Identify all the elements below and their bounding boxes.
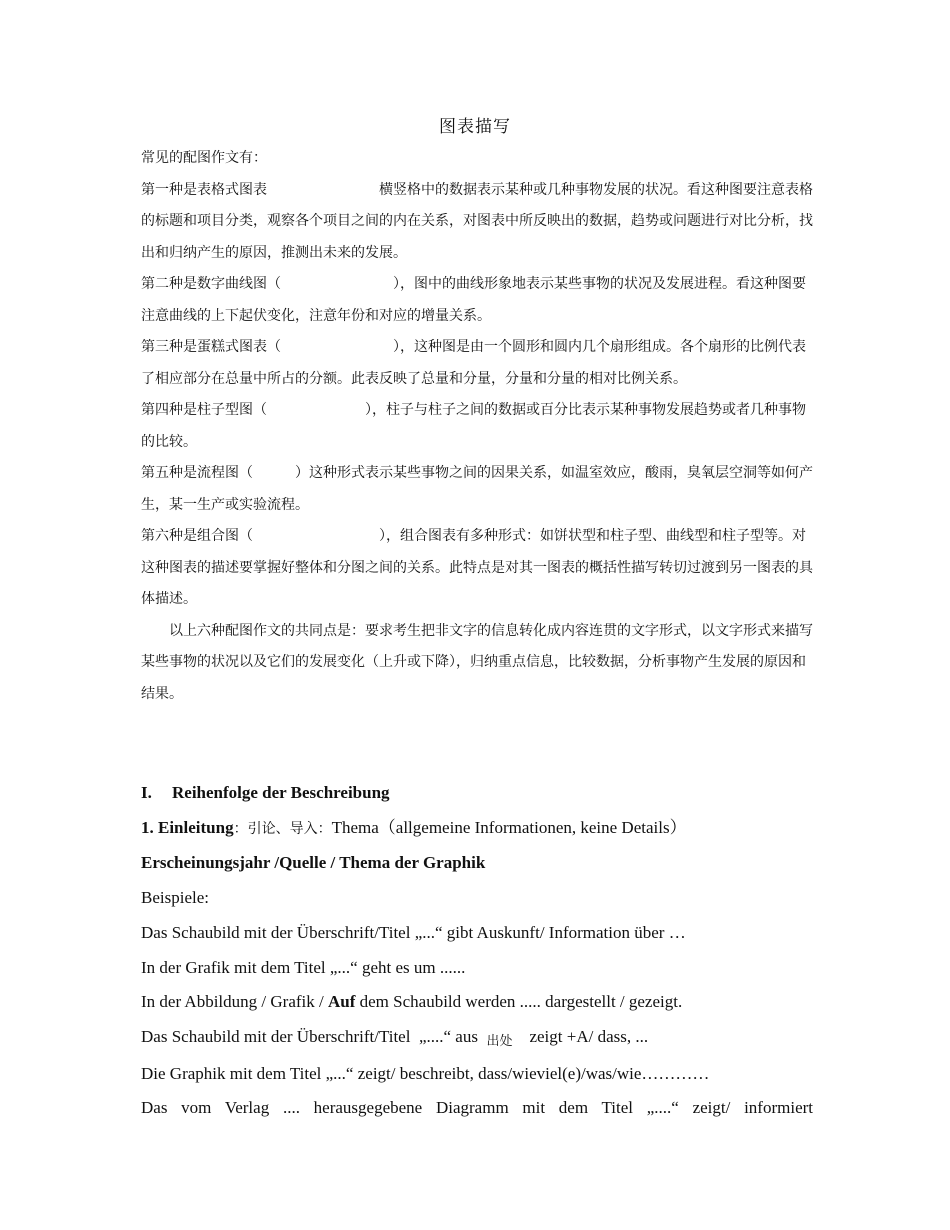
subsection-heading: 1. Einleitung [141, 817, 234, 837]
example-3-start: In der Abbildung / Grafik / [141, 992, 328, 1012]
type-6-label: 第六种是组合图（ [141, 528, 253, 544]
type-5-paragraph [141, 458, 813, 521]
example-line-5: Die Graphik mit dem Titel „...“ zeigt/ beschreibt, dass/wieviel(e)/was/wie………… [141, 1063, 710, 1083]
example-line-2: In der Grafik mit dem Titel „...“ geht es um ...... [141, 957, 466, 977]
type-3-paragraph [141, 332, 813, 395]
subsection-colon: ： [233, 820, 248, 837]
type-4-text: ），柱子与柱子之间的数据或百分比表示某种事物发展趋势或者几种事物的比较。 [141, 402, 806, 450]
type-4-paragraph [141, 395, 813, 458]
subsection-chinese: 引论、导入： [247, 820, 332, 837]
section-title: Reihenfolge der Beschreibung [172, 783, 390, 802]
type-1-label: 第一种是表格式图表 [141, 181, 267, 198]
type-6-paragraph [141, 521, 813, 616]
subsection-line [141, 811, 813, 847]
example-line-6: Das vom Verlag .... herausgegebene Diagramm mit dem Titel „....“ zeigt/ informiert [141, 1098, 813, 1118]
section-number: I. [141, 783, 152, 802]
type-6-text: ），组合图表有多种形式：如饼状型和柱子型、曲线型和柱子型等。对这种图表的描述要掌握好整体和分图之间的关系。此特点是对其一图表的概括性描写转切过渡到另一图表的具体描述。 [141, 528, 813, 607]
section-heading [141, 776, 813, 811]
subsection-topic: Thema（allgemeine Informationen, keine Details） [331, 817, 687, 837]
example-4-source-chinese: 出处 [486, 1033, 513, 1049]
type-3-text: ），这种图是由一个圆形和圆内几个扇形组成。各个扇形的比例代表了相应部分在总量中所占的分额。此表反映了总量和分量，分量和分量的相对比例关系。 [141, 339, 806, 387]
type-4-label: 第四种是柱子型图（ [141, 402, 267, 418]
type-2-text: ），图中的曲线形象地表示某些事物的状况及发展进程。看这种图要注意曲线的上下起伏变化，注意年份和对应的增量关系。 [141, 276, 806, 324]
type-5-label: 第五种是流程图（ [141, 465, 253, 481]
summary-paragraph: 以上六种配图作文的共同点是：要求考生把非文字的信息转化成内容连贯的文字形式，以文字形式来描写某些事物的状况以及它们的发展变化（上升或下降），归纳重点信息，比较数据，分析事物产生发展的原因和结果。 [141, 622, 813, 702]
example-4-start: Das Schaubild mit der Überschrift/Titel „....“ aus [141, 1026, 487, 1046]
type-1-paragraph [141, 175, 813, 270]
type-3-label: 第三种是蛋糕式图表（ [141, 339, 281, 355]
chinese-body [141, 143, 813, 710]
intro-line: 常见的配图作文有： [141, 150, 267, 166]
type-5-text: ）这种形式表示某些事物之间的因果关系，如温室效应，酸雨，臭氧层空洞等如何产生，某一生产或实验流程。 [141, 465, 813, 513]
source-line: Erscheinungsjahr /Quelle / Thema der Graphik [141, 853, 486, 873]
example-4-end: zeigt +A/ dass, ... [512, 1026, 649, 1046]
example-line-4 [141, 1020, 813, 1057]
type-2-label: 第二种是数字曲线图（ [141, 276, 281, 292]
example-3-end: dem Schaubild werden ..... dargestellt / gezeigt. [355, 992, 683, 1012]
examples-label: Beispiele: [141, 888, 209, 908]
type-2-paragraph [141, 269, 813, 332]
page-title: 图表描写 [439, 117, 511, 137]
example-line-1: Das Schaubild mit der Überschrift/Titel „...“ gibt Auskunft/ Information über … [141, 922, 686, 942]
type-1-text: 横竖格中的数据表示某种或几种事物发展的状况。看这种图要注意表格的标题和项目分类，观察各个项目之间的内在关系，对图表中所反映出的数据，趋势或问题进行对比分析，找出和归纳产生的原因，推测出未来的发展。 [141, 181, 813, 261]
german-section [141, 776, 813, 1126]
example-line-3 [141, 985, 813, 1020]
example-3-bold: Auf [327, 992, 356, 1012]
